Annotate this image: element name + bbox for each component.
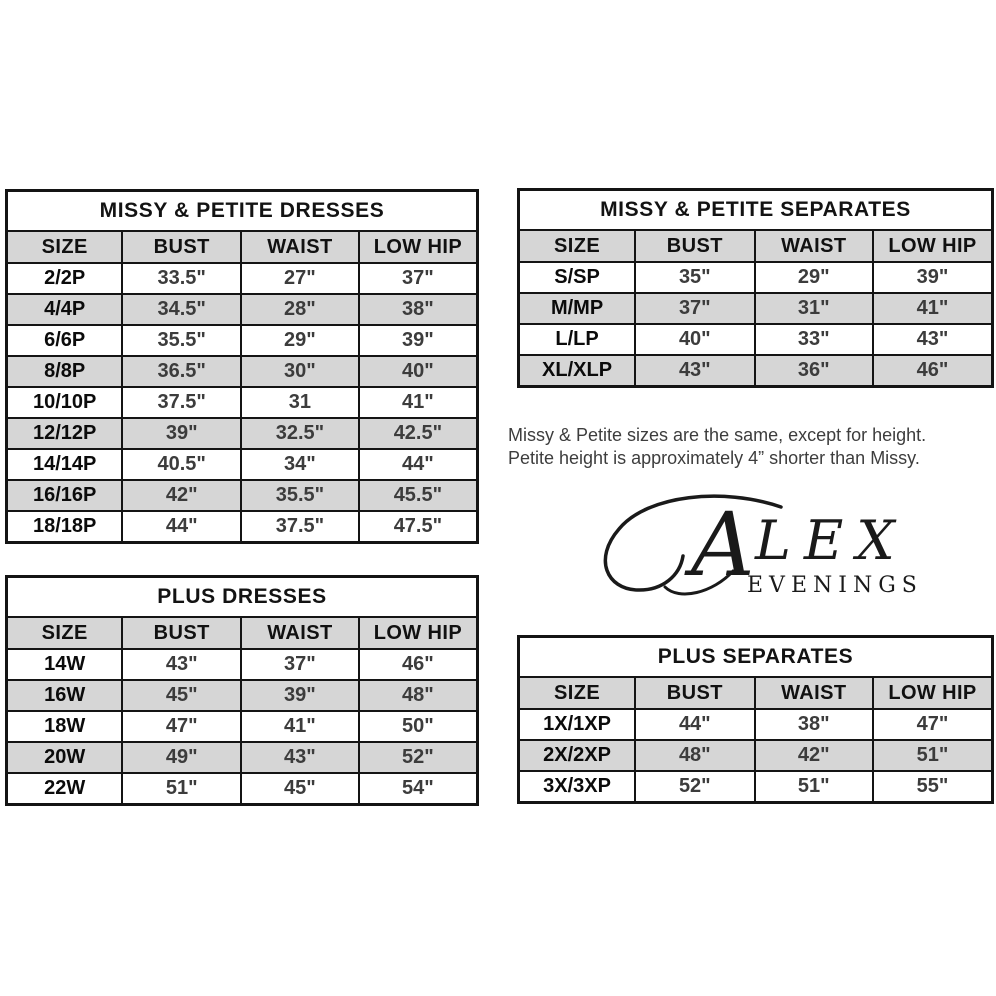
logo-evenings-text: EVENINGS [747,573,923,598]
measurement-cell: 47" [122,711,241,742]
measurement-cell: 43" [241,742,359,773]
missy-petite-dresses-table [5,189,479,544]
measurement-cell: 47.5" [359,511,478,543]
table-row [519,709,993,740]
measurement-cell: 27" [241,263,359,294]
measurement-cell: 35.5" [241,480,359,511]
column-header: LOW HIP [359,617,478,649]
measurement-cell: 46" [873,355,992,387]
measurement-cell: 45" [241,773,359,805]
measurement-cell: 48" [359,680,478,711]
table-row [7,711,478,742]
measurement-cell: 37.5" [122,387,241,418]
measurement-cell: 42" [755,740,874,771]
measurement-cell: 35.5" [122,325,241,356]
measurement-cell: 29" [241,325,359,356]
measurement-cell: 28" [241,294,359,325]
measurement-cell: 37" [241,649,359,680]
petite-sizing-note [508,424,996,470]
column-header: LOW HIP [873,677,992,709]
measurement-cell: 46" [359,649,478,680]
measurement-cell: 39" [359,325,478,356]
table-title: MISSY & PETITE SEPARATES [519,190,993,231]
measurement-cell: 43" [873,324,992,355]
table-row [519,293,993,324]
table-row [7,511,478,543]
table-row [519,355,993,387]
size-cell: 1X/1XP [519,709,636,740]
measurement-cell: 32.5" [241,418,359,449]
measurement-cell: 41" [359,387,478,418]
note-line-1: Missy & Petite sizes are the same, except for height. [508,425,927,445]
measurement-cell: 51" [873,740,992,771]
size-cell: 12/12P [7,418,123,449]
column-header: BUST [122,231,241,263]
measurement-cell: 51" [755,771,874,803]
measurement-cell: 44" [359,449,478,480]
column-header: BUST [635,230,754,262]
measurement-cell: 52" [635,771,754,803]
measurement-cell: 45.5" [359,480,478,511]
table-row [7,649,478,680]
measurement-cell: 37" [359,263,478,294]
size-cell: M/MP [519,293,636,324]
measurement-cell: 40.5" [122,449,241,480]
measurement-cell: 31" [755,293,874,324]
column-header: LOW HIP [873,230,992,262]
measurement-cell: 47" [873,709,992,740]
table-row [7,325,478,356]
measurement-cell: 44" [635,709,754,740]
alex-evenings-logo [585,493,945,628]
measurement-cell: 40" [635,324,754,355]
table-row [7,263,478,294]
logo-letter-a: A [691,493,755,596]
size-cell: 3X/3XP [519,771,636,803]
logo-brand-rest: LEX [755,509,908,572]
table-title: MISSY & PETITE DRESSES [7,191,478,232]
column-header: WAIST [755,677,874,709]
measurement-cell: 42.5" [359,418,478,449]
size-cell: 16/16P [7,480,123,511]
plus-dresses-table-grid [5,575,479,806]
note-line-2: Petite height is approximately 4” shorter than Missy. [508,448,920,468]
measurement-cell: 31 [241,387,359,418]
table-row [519,262,993,293]
measurement-cell: 37.5" [241,511,359,543]
column-header: BUST [635,677,754,709]
missy-petite-separates-table [517,188,994,388]
measurement-cell: 40" [359,356,478,387]
measurement-cell: 51" [122,773,241,805]
column-header: BUST [122,617,241,649]
measurement-cell: 33" [755,324,874,355]
table-row [7,449,478,480]
column-header: WAIST [241,231,359,263]
plus-dresses-table [5,575,479,806]
measurement-cell: 33.5" [122,263,241,294]
table-title: PLUS SEPARATES [519,637,993,678]
column-header: SIZE [519,230,636,262]
size-cell: 16W [7,680,123,711]
column-header: SIZE [7,231,123,263]
size-cell: 18W [7,711,123,742]
measurement-cell: 41" [873,293,992,324]
plus-separates-table-grid [517,635,994,804]
size-cell: 18/18P [7,511,123,543]
size-cell: L/LP [519,324,636,355]
measurement-cell: 48" [635,740,754,771]
size-cell: S/SP [519,262,636,293]
measurement-cell: 38" [755,709,874,740]
table-row [7,773,478,805]
measurement-cell: 34" [241,449,359,480]
size-cell: 14/14P [7,449,123,480]
table-row [7,480,478,511]
measurement-cell: 42" [122,480,241,511]
size-cell: 8/8P [7,356,123,387]
column-header: SIZE [519,677,636,709]
measurement-cell: 39" [122,418,241,449]
table-row [7,418,478,449]
measurement-cell: 43" [635,355,754,387]
measurement-cell: 49" [122,742,241,773]
measurement-cell: 29" [755,262,874,293]
table-row [7,742,478,773]
size-cell: 22W [7,773,123,805]
size-cell: XL/XLP [519,355,636,387]
plus-separates-table [517,635,994,804]
measurement-cell: 37" [635,293,754,324]
table-row [519,771,993,803]
measurement-cell: 54" [359,773,478,805]
measurement-cell: 45" [122,680,241,711]
measurement-cell: 36" [755,355,874,387]
measurement-cell: 50" [359,711,478,742]
missy-petite-dresses-table-grid [5,189,479,544]
size-cell: 2X/2XP [519,740,636,771]
table-row [519,324,993,355]
measurement-cell: 52" [359,742,478,773]
measurement-cell: 55" [873,771,992,803]
table-row [519,740,993,771]
table-row [7,680,478,711]
size-cell: 14W [7,649,123,680]
size-cell: 10/10P [7,387,123,418]
size-cell: 6/6P [7,325,123,356]
measurement-cell: 34.5" [122,294,241,325]
table-row [7,356,478,387]
table-row [7,387,478,418]
column-header: WAIST [755,230,874,262]
measurement-cell: 30" [241,356,359,387]
size-cell: 4/4P [7,294,123,325]
column-header: WAIST [241,617,359,649]
column-header: SIZE [7,617,123,649]
table-row [7,294,478,325]
measurement-cell: 43" [122,649,241,680]
measurement-cell: 39" [873,262,992,293]
measurement-cell: 39" [241,680,359,711]
measurement-cell: 44" [122,511,241,543]
measurement-cell: 36.5" [122,356,241,387]
measurement-cell: 38" [359,294,478,325]
table-title: PLUS DRESSES [7,577,478,618]
measurement-cell: 35" [635,262,754,293]
measurement-cell: 41" [241,711,359,742]
size-cell: 2/2P [7,263,123,294]
size-cell: 20W [7,742,123,773]
missy-petite-separates-table-grid [517,188,994,388]
column-header: LOW HIP [359,231,478,263]
